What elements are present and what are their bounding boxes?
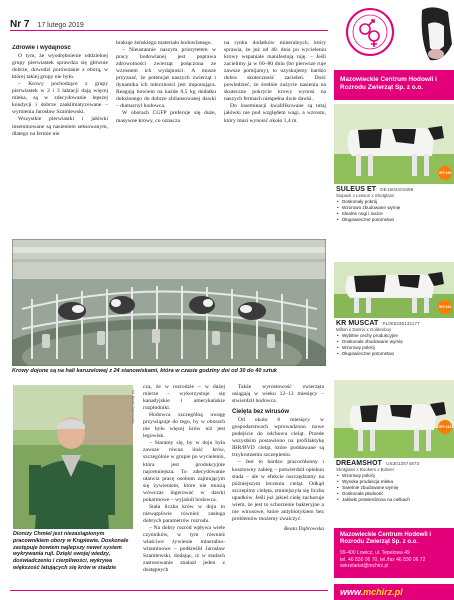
- website-link[interactable]: [334, 584, 454, 600]
- issue-date: 17 lutego 2019: [37, 22, 84, 29]
- feature-item: • Wzorowo zbudowane wymię: [336, 205, 452, 211]
- issue-number: Nr 7: [10, 19, 30, 30]
- paragraph: – Na dobry rozród wpływa wiele czynników, w tym również właściwe żywienie mineralno-witaminowe – podkreślił Jarosław Szamlewski, dodając, iż w stadach zastosowanie znalazł jeden z dostępnych: [143, 524, 225, 574]
- website-domain: mchirz.pl: [363, 587, 403, 597]
- bull-card: [334, 380, 454, 503]
- feature-item: • Wybitne cechy produkcyjne: [336, 333, 452, 339]
- feature-item: • Doskonała płodność: [336, 491, 452, 497]
- article-column-5: [232, 384, 324, 584]
- contact-email[interactable]: sekretariat@mchirz.pl: [340, 563, 389, 570]
- ad-logo-area: [334, 0, 454, 64]
- contact-address: 99-400 Łowicz, ul. Tepelowa 49: [340, 549, 410, 556]
- paragraph: – Jest to bardzo pracochłonny i kosztowny zabieg – potwierdził opiekun stada – ale w efekcie oszczędzamy na późniejszym leczeniu cieląt. Odkąd szczepimy cielęta, zmniejszyła się liczba upadków. Jeśli już jakieś cielę zachoruje wiem, że jest to schorzenie bakteryjne a nie wirusowe, które antybiotykiem bez problemów możemy zwalczyć.: [232, 459, 324, 522]
- article-column-2: [116, 40, 216, 237]
- article-column-3: [224, 40, 326, 237]
- farmer-photo-caption: Dionizy Chmiel jest niezastąpionym pracownikiem obory w Krąpiewie. Doskonale zastępuje bowiem najlepszy newet system wykrywania ruji. Dzięki swojej wiedzy, doświadczeniu i cierpliwości, wykrywa większość latujących się krów w stadzie: [13, 531, 129, 571]
- paragraph: – Nieustannie naszym priorytetem w pracy hodowlanej jest poprawa zdrowotności zwierząt połączona ze wzrostem ich wydajności. A musze przyznać, że potencjał naszych zwierząt i dynamika ich mleczności jest imponująca. Reagują bowiem na każde 0,5 kg dodatku dołożonego do dobrze zbilansowanej dawki – dumacnył hodowca.: [116, 47, 216, 110]
- feature-item: • Jałówki potwierdzona na cielkach: [336, 497, 452, 503]
- bull-features: [336, 199, 452, 223]
- milking-parlor-photo: [12, 239, 326, 366]
- paragraph: Od około 6 miesięcy w gospodarstwach wprowadzono nowe podejście do odchowu cieląt. Przede wszystkim postawiono na profilaktykę IBR/BVD cieląt, które poddawane są trzykrotnemu szczepieniu.: [232, 417, 324, 459]
- cow-illustration: [334, 104, 454, 184]
- feature-item: • Długowieczne potomstwo: [336, 217, 452, 223]
- bull-lineage: Milton x Danno x Goldenboy: [336, 327, 392, 332]
- feature-item: • Doskonały pokrój: [336, 199, 452, 205]
- feature-item: • Wzorowy pokrój: [336, 345, 452, 351]
- bull-name-text: KR MUSCAT: [336, 320, 379, 327]
- bull-photo: [334, 262, 454, 318]
- cow-illustration: [334, 380, 454, 458]
- org-name-banner: Mazowieckie Centrum Hodowli i Rozrodu Zwierząt Sp. z o.o.: [334, 70, 454, 100]
- bull-photo: [334, 104, 454, 184]
- article-column-1: [12, 45, 108, 237]
- paragraph: O tym, że wyodrębnienie oddzielnej grupy pierwiastek sprawdza się głównie dobrze, dowodzi porównanie z oborą, w której takiej grupy nie było.: [12, 53, 108, 81]
- feature-item: • Wzorowy pokrój: [336, 473, 452, 479]
- section-heading: Zdrowie i wydajność: [12, 45, 71, 51]
- header-rule: [10, 30, 328, 31]
- parlor-photo-caption: Krowy dojone są na hali karuzelowej z 24 stanowiskami, która w czasie godziny doi od 30 do 40 sztuk: [12, 368, 277, 374]
- feature-item: • Długowieczne potomstwo: [336, 351, 452, 357]
- bull-code: DE1504401599: [380, 187, 414, 192]
- bull-card: [334, 262, 454, 357]
- bull-card: [334, 104, 454, 223]
- contact-phone: tel. 46 830 06 70, tel./fax 46 830 06 72: [340, 556, 426, 563]
- bull-features: [336, 473, 452, 503]
- paragraph: Hodowca szczególną uwagę przywiązuje do tego, by w oborach nie było więcej krów niż jest legowisk.: [143, 412, 225, 440]
- section-heading: Cielęta bez wirusów: [232, 409, 290, 416]
- cow-head-icon: [414, 4, 454, 64]
- paragraph: brakuje żeńskiego materiału hodowlanego.: [116, 40, 212, 46]
- paragraph: na rynku dodatków mineralnych, który sprawia, że już od 40. dnia po wycieleniu krowy wspaniale manifestują ruję. – Jeśli zacielimy ja w 60–80 dniu (bo pierwsze ruje zawsze pomijamy), to uzyskujemy bardzo dobra skuteczność zacieleń. Dość powiedzieć, że średnie zużycie nasienia na skuteczne pokrycie krowy wynosi na naszych fermach niespełna dwie dawki.: [224, 40, 326, 103]
- paragraph: – Staramy się, by w doju była zawsze równa ilość krów, szczególnie w grupie po wycieleniu, która jest produkcyjnie najcenniejsza. To zdecydowanie ułatwia pracę osobom zajmującym się żywieniem, które nie muszą wówczas ingerować w dawki pokarmowe – wyjaśnił hodowca.: [143, 440, 225, 503]
- feature-item: • Wysoka produkcja mleka: [336, 479, 452, 485]
- website-prefix: www.: [340, 587, 364, 597]
- bull-lineage: Sixpack x Lesson x Shotglass: [336, 193, 395, 198]
- photo-credit: fot. Beata Dąbrowska: [131, 390, 135, 424]
- page-header: [10, 14, 328, 28]
- paragraph: Stała liczba krów w doju to niewątpliwie również zasługa dobrych parametrów rozrodu.: [143, 503, 225, 524]
- feature-item: • Idealne nogi i racice: [336, 211, 452, 217]
- bull-code: US3012574873: [386, 461, 420, 466]
- bull-name-text: SULEUS ET: [336, 186, 377, 193]
- author-signature: Beata Dąbrowska: [283, 525, 324, 532]
- contact-org-name: Mazowieckie Centrum Hodowli i Rozrodu Zwierząt Sp. z o.o.: [340, 532, 432, 546]
- paragraph: – Krowy pochodzące z grupy pierwiastek w 2 i 3 laktacji dają więcej mleka, są w zdecydowanie lepszej kondycji i dobrze zaaklimatyzowane – wymienia Jarosław Szamlewski.: [12, 81, 108, 116]
- paragraph: Także wyrostowość zwierzęta osiągają w wieku 12–13 miesięcy – stwierdził hodowca.: [232, 384, 324, 405]
- bull-lineage: Shotglass x Bookem x Boliver: [336, 467, 395, 472]
- footer-rule: [10, 590, 328, 591]
- gpi-badge: GPI 148: [438, 166, 452, 180]
- bull-name-text: DREAMSHOT: [336, 460, 383, 467]
- paragraph: Do inseminacji kwalifikowane są tutaj jałówki nie pod względem wagi, a wzrostu, który musi wynosić około 1,4 m.: [224, 103, 326, 124]
- milking-parlor-illustration: [12, 239, 326, 366]
- gpi-badge: GPI 143: [438, 300, 452, 314]
- feature-item: • Świetnie zbudowane wymię: [336, 485, 452, 491]
- bull-photo: [334, 380, 454, 458]
- feature-item: • Doskonale zbudowane wymię: [336, 339, 452, 345]
- farmer-photo: [13, 385, 133, 529]
- bull-code: PL005335131177: [382, 321, 420, 326]
- gpi-badge: GPI 143: [438, 420, 452, 434]
- article-column-4: [143, 384, 225, 584]
- advertisement: [334, 0, 454, 600]
- bull-name: [336, 460, 452, 467]
- bull-name: [336, 186, 452, 193]
- bull-name: [336, 320, 452, 327]
- paragraph: W oborach CGFP preferuje się duże, masywne krowy, co oznacza: [116, 110, 216, 124]
- contact-banner: [334, 528, 454, 578]
- paragraph: cza, że w rozrodzie – w dużej mierze – wykorzystuje się kanadyjskie i amerykańskie rozpłodniki.: [143, 384, 225, 412]
- bull-features: [336, 333, 452, 357]
- farmer-illustration: [13, 385, 133, 529]
- breeding-center-logo-icon: [346, 8, 394, 56]
- cow-illustration: [334, 262, 454, 318]
- paragraph: Wszystkie pierwiastki i jałówki inseminowane są nasieniem seksowanym, dlatego na fermie nie: [12, 116, 108, 137]
